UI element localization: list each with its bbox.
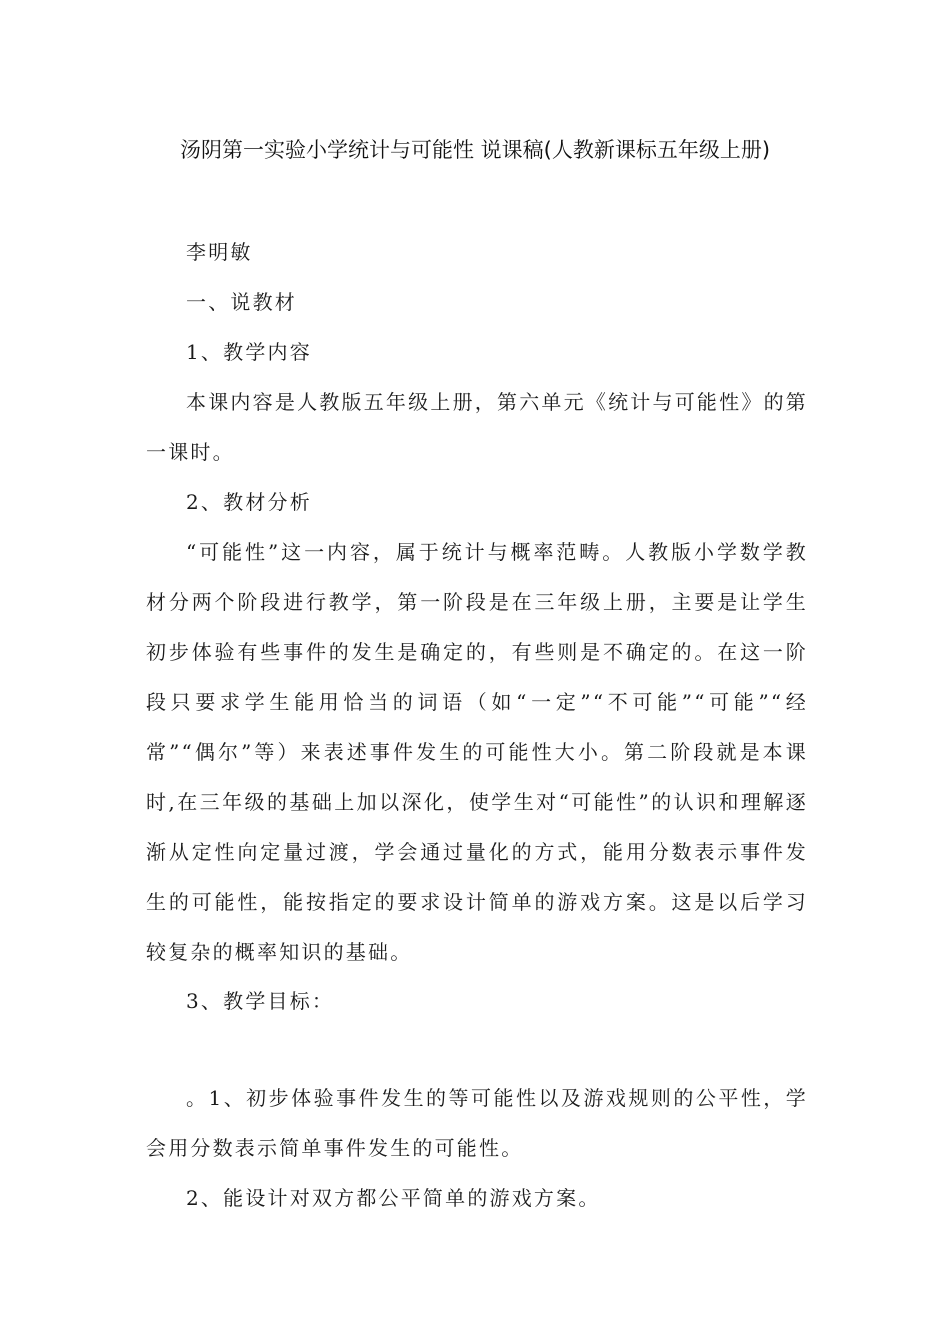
subsection-heading-2-text: 2、教材分析 [186, 490, 312, 514]
author-line: 李明敏 [186, 240, 253, 264]
subsection-heading-3 [146, 976, 808, 1026]
paragraph-goal-2-text: 2、能设计对双方都公平简单的游戏方案。 [186, 1186, 601, 1210]
author-name [146, 227, 808, 277]
paragraph-material-analysis-text: “可能性”这一内容，属于统计与概率范畴。人教版小学数学教材分两个阶段进行教学，第一阶段是在三年级上册，主要是让学生初步体验有些事件的发生是确定的，有些则是不确定的。在这一阶段只要求学生能用恰当的词语（如“一定”“不可能”“可能”“经常”“偶尔”等）来表述事件发生的可能性大小。第二阶段就是本课时,在三年级的基础上加以深化，使学生对“可能性”的认识和理解逐渐从定性向定量过渡，学会通过量化的方式，能用分数表示事件发生的可能性，能按指定的要求设计简单的游戏方案。这是以后学习较复杂的概率知识的基础。 [146, 540, 808, 964]
subsection-heading-1-text: 1、教学内容 [186, 340, 312, 364]
paragraph-goal-1 [146, 1073, 808, 1173]
paragraph-teaching-content [146, 377, 808, 477]
paragraph-goal-2 [146, 1173, 808, 1223]
paragraph-goal-1-text: 。1、初步体验事件发生的等可能性以及游戏规则的公平性，学会用分数表示简单事件发生的可能性。 [146, 1086, 808, 1160]
section-heading-1-text: 一、说教材 [186, 290, 297, 314]
section-heading-1 [146, 277, 808, 327]
document-title: 汤阴第一实验小学统计与可能性 说课稿(人教新课标五年级上册) [179, 138, 771, 162]
subsection-heading-1 [146, 327, 808, 377]
paragraph-teaching-content-text: 本课内容是人教版五年级上册，第六单元《统计与可能性》的第一课时。 [146, 390, 808, 464]
subsection-heading-2 [146, 477, 808, 527]
paragraph-material-analysis [146, 527, 808, 977]
subsection-heading-3-text: 3、教学目标： [186, 989, 335, 1013]
